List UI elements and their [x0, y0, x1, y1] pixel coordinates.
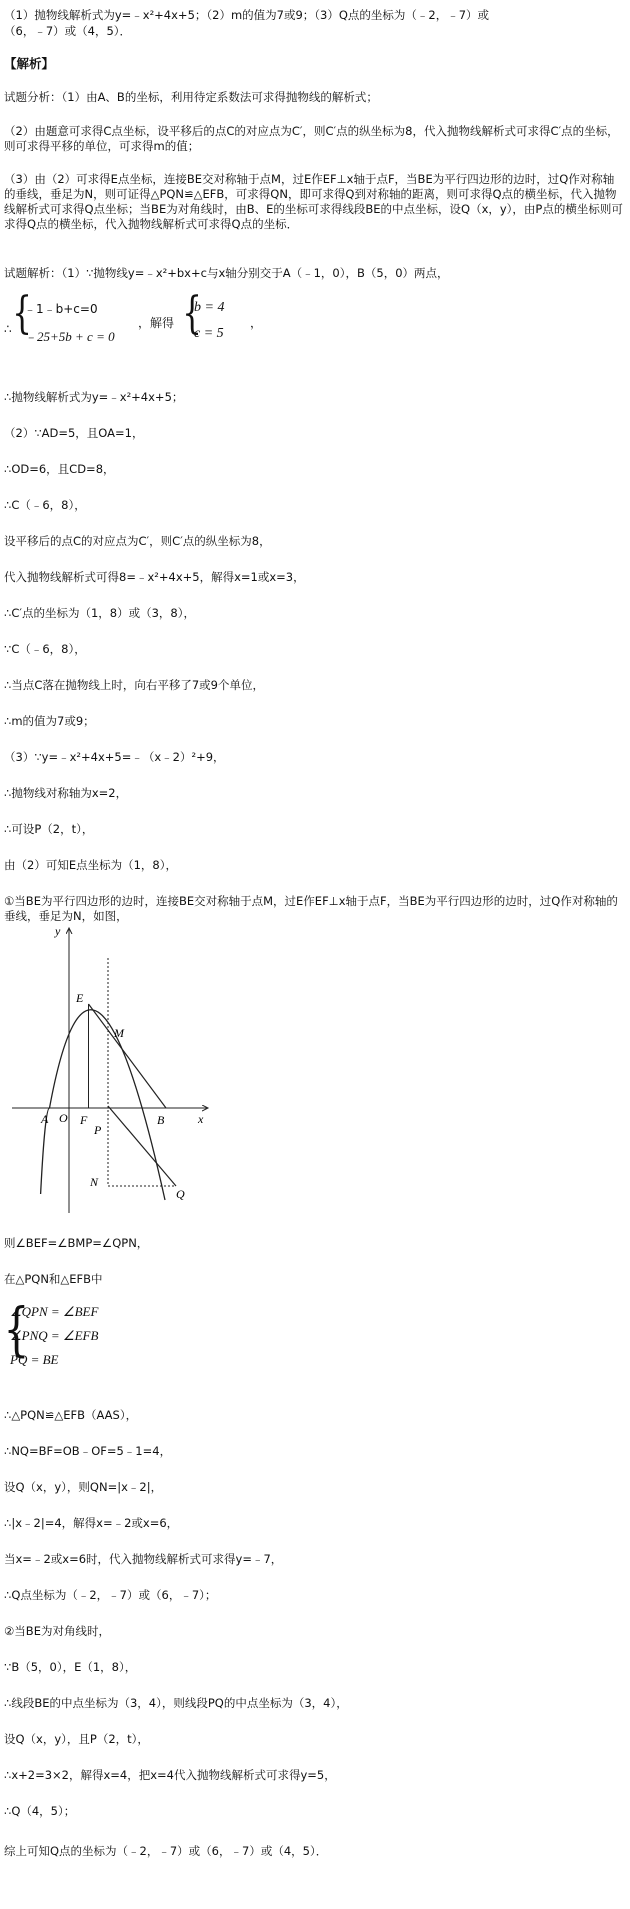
step-line: ②当BE为对角线时，: [4, 1624, 110, 1638]
left-brace: {: [3, 1295, 30, 1363]
step-line: 在△PQN和△EFB中: [4, 1272, 103, 1286]
conclusion-line: 综上可知Q点的坐标为（﹣2，﹣7）或（6，﹣7）或（4，5）．: [4, 1844, 328, 1858]
condition-3: PQ = BE: [10, 1352, 59, 1367]
solve-text: ，解得: [138, 316, 175, 330]
label-n: N: [90, 1175, 99, 1189]
parabola-figure: [8, 918, 218, 1218]
step-line: 设Q（x，y），且P（2，t），: [4, 1732, 149, 1746]
analysis-heading: 【解析】: [4, 56, 55, 71]
label-a: A: [41, 1112, 49, 1126]
step-line: ∴C′点的坐标为（1，8）或（3，8），: [4, 606, 195, 620]
left-brace-solution: {: [182, 288, 202, 339]
label-e: E: [76, 991, 84, 1005]
step-line: ∴可设P（2，t），: [4, 822, 94, 836]
label-x: x: [198, 1112, 204, 1126]
condition-1: ∠QPN = ∠BEF: [10, 1304, 99, 1319]
label-o: O: [59, 1111, 68, 1125]
solution-c: c = 5: [194, 326, 224, 341]
solution-b: b = 4: [194, 300, 225, 315]
step-line: ∴抛物线解析式为y=﹣x²+4x+5；: [4, 390, 184, 404]
step-line: （3）∵y=﹣x²+4x+5=﹣（x﹣2）²+9，: [4, 750, 225, 764]
label-q: Q: [176, 1187, 185, 1201]
parabola-curve: [41, 1010, 165, 1200]
segment-pq: [108, 1106, 176, 1186]
step-line: ∴NQ=BF=OB﹣OF=5﹣1=4，: [4, 1444, 172, 1458]
step-line: （2）∵AD=5，且OA=1，: [4, 426, 144, 440]
answer-line-1: （1）抛物线解析式为y=﹣x²+4x+5；（2）m的值为7或9；（3）Q点的坐标为（﹣2，﹣7）或: [4, 8, 490, 22]
step-line: ①当BE为平行四边形的边时，连接BE交对称轴于点M，过E作EF⊥x轴于点F，当BE为平行四边形的边时，过Q作对称轴的垂线，垂足为N，如图，: [4, 894, 618, 923]
label-y: y: [55, 924, 61, 938]
step-line: ∵B（5，0），E（1，8），: [4, 1660, 137, 1674]
therefore-symbol: ∴: [4, 322, 12, 336]
equation-2: ﹣25+5b + c = 0: [24, 329, 115, 344]
step-line: ∴m的值为7或9；: [4, 714, 95, 728]
step-line: ∵C（﹣6，8），: [4, 642, 86, 656]
analysis-paragraph-1: 试题分析：（1）由A、B的坐标，利用待定系数法可求得抛物线的解析式；: [4, 90, 378, 104]
left-brace: {: [12, 288, 32, 339]
step-line: ∴抛物线对称轴为x=2，: [4, 786, 128, 800]
step-line: ∴|x﹣2|=4，解得x=﹣2或x=6，: [4, 1516, 179, 1530]
step-line: 则∠BEF=∠BMP=∠QPN，: [4, 1236, 149, 1250]
step-line: ∴x+2=3×2，解得x=4，把x=4代入抛物线解析式可求得y=5，: [4, 1768, 336, 1782]
segment-eb: [89, 1004, 167, 1108]
step-line: ∴OD=6，且CD=8，: [4, 462, 115, 476]
label-b: B: [157, 1113, 165, 1127]
label-p: P: [94, 1123, 102, 1137]
analysis-paragraph-2: （2）由题意可求得C点坐标，设平移后的点C的对应点为C′，则C′点的纵坐标为8，代入抛物线解析式可求得C′点的坐标，则可求得平移的单位，可求得m的值；: [4, 124, 619, 153]
step-line: ∴Q点坐标为（﹣2，﹣7）或（6，﹣7）；: [4, 1588, 217, 1602]
step-line: ∴△PQN≌△EFB（AAS），: [4, 1408, 138, 1422]
step-line: ∴当点C落在抛物线上时，向右平移了7或9个单位，: [4, 678, 264, 692]
label-m: M: [114, 1026, 124, 1040]
condition-2: ∠PNQ = ∠EFB: [10, 1328, 99, 1343]
analysis-paragraph-3: （3）由（2）可求得E点坐标，连接BE交对称轴于点M，过E作EF⊥x轴于点F，当BE为平行四边形的边时，过Q作对称轴的垂线，垂足为N，则可证得△PQN≌△EFB，可求得QN，即可求得Q到对称轴的距离，则可求得Q点的横坐标，代入抛物线解析式可求得Q点坐标；当BE为对角线时，由B、E的坐标可求得线段BE的中点坐标，设Q（x，y），由P点的横坐标则可求得Q点的横坐标，代入抛物线解析式可求得Q点的坐标．: [4, 172, 623, 231]
step-line: 由（2）可知E点坐标为（1，8），: [4, 858, 177, 872]
step-line: 当x=﹣2或x=6时，代入抛物线解析式可求得y=﹣7，: [4, 1552, 283, 1566]
equation-1: ﹣1﹣b+c=0: [24, 302, 98, 316]
label-f: F: [80, 1113, 88, 1127]
step-line: 设平移后的点C的对应点为C′，则C′点的纵坐标为8，: [4, 534, 271, 548]
comma: ，: [250, 316, 263, 330]
step-line: ∴线段BE的中点坐标为（3，4），则线段PQ的中点坐标为（3，4），: [4, 1696, 348, 1710]
step-line: 设Q（x，y），则QN=|x﹣2|，: [4, 1480, 163, 1494]
step-line: ∴C（﹣6，8），: [4, 498, 86, 512]
step-line: ∴Q（4，5）；: [4, 1804, 76, 1818]
answer-line-2: （6，﹣7）或（4，5）．: [4, 24, 132, 38]
solution-intro: 试题解析：（1）∵抛物线y=﹣x²+bx+c与x轴分别交于A（﹣1，0），B（5，0）两点，: [4, 266, 449, 280]
step-line: 代入抛物线解析式可得8=﹣x²+4x+5，解得x=1或x=3，: [4, 570, 305, 584]
